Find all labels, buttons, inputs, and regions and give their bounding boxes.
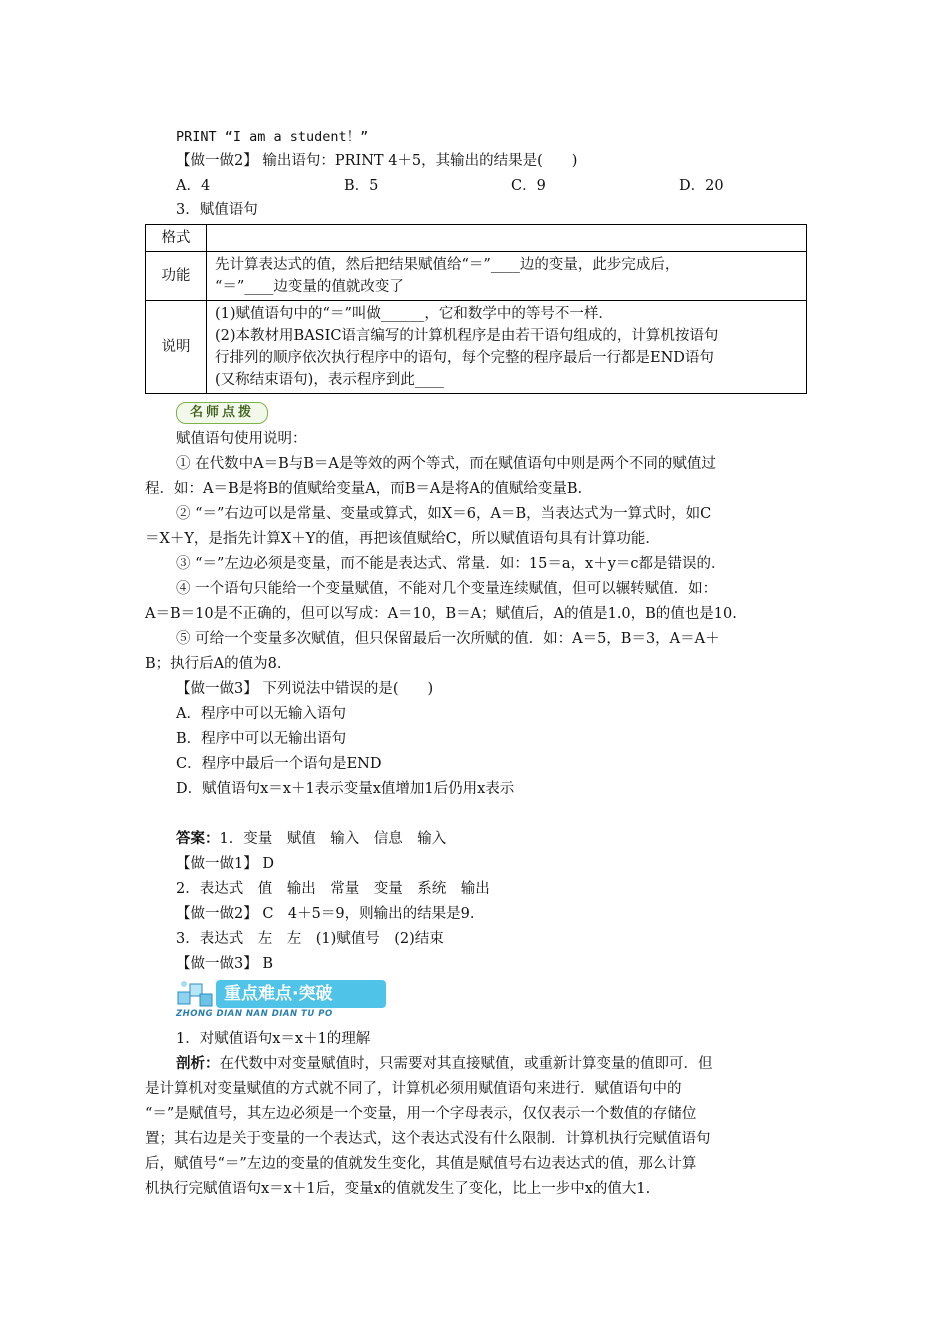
notes-line: (又称结束语句)，表示程序到此____: [215, 372, 444, 388]
tip-4-line-2: A＝B＝10是不正确的，但可以写成：A＝10，B＝A；赋值后，A的值是1.0，B的值也是10.: [145, 606, 737, 622]
table-head-format: 格式: [146, 225, 207, 252]
answers-line-6: 【做一做3】 B: [176, 956, 273, 972]
table-head-notes: 说明: [146, 301, 207, 394]
answers-line-1: [176, 828, 446, 850]
analysis-heading: 1．对赋值语句x＝x＋1的理解: [176, 1031, 371, 1047]
table-row: [146, 252, 807, 301]
analysis-line-3: “＝”是赋值号，其左边必须是一个变量，用一个字母表示，仅仅表示一个数值的存储位: [145, 1106, 697, 1122]
table-cell-function: [207, 252, 807, 301]
answers-line-3: 2．表达式 值 输出 常量 变量 系统 输出: [176, 881, 490, 897]
exercise-3-option-d: D．赋值语句x＝x＋1表示变量x值增加1后仍用x表示: [176, 781, 515, 797]
exercise-2-option-c: C．9: [511, 178, 546, 194]
function-line: 先计算表达式的值，然后把结果赋值给“＝”____边的变量，此步完成后，: [215, 257, 680, 273]
print-example: PRINT “I am a student！”: [176, 129, 369, 145]
exercise-2-option-d: D．20: [679, 178, 724, 194]
analysis-line-2: 是计算机对变量赋值的方式就不同了，计算机必须用赋值语句来进行．赋值语句中的: [145, 1081, 682, 1097]
exercise-3-option-a: A．程序中可以无输入语句: [176, 706, 346, 722]
exercise-3-option-b: B．程序中可以无输出语句: [176, 731, 347, 747]
answers-line-4: 【做一做2】 C 4＋5＝9，则输出的结果是9.: [176, 906, 475, 922]
function-line: “＝”____边变量的值就改变了: [215, 279, 404, 295]
section-3-heading: 3．赋值语句: [176, 202, 258, 218]
tip-4-line-1: ④ 一个语句只能给一个变量赋值，不能对几个变量连续赋值，但可以辗转赋值．如：: [176, 581, 718, 597]
table-row: [146, 301, 807, 394]
exercise-2-question: 【做一做2】 输出语句：PRINT 4＋5，其输出的结果是( ): [176, 153, 578, 169]
exercise-3-question: 【做一做3】 下列说法中错误的是( ): [176, 681, 434, 697]
table-head-function: 功能: [146, 252, 207, 301]
notes-line: (2)本教材用BASIC语言编写的计算机程序是由若干语句组成的，计算机按语句: [215, 328, 719, 344]
answers-line-5: 3．表达式 左 左 (1)赋值号 (2)结束: [176, 931, 444, 947]
banner-title: 重点难点·突破: [216, 980, 386, 1008]
teacher-tips-badge: 名师点拨: [176, 402, 268, 424]
banner-subtitle: ZHONG DIAN NAN DIAN TU PO: [176, 1009, 333, 1019]
exercise-2-option-a: A．4: [176, 178, 211, 194]
tip-2-line-2: ＝X＋Y，是指先计算X＋Y的值，再把该值赋给C，所以赋值语句具有计算功能．: [145, 531, 660, 547]
tip-2-line-1: ② “＝”右边可以是常量、变量或算式，如X＝6，A＝B，当表达式为一算式时，如C: [176, 506, 712, 522]
tip-3: ③ “＝”左边必须是变量，而不能是表达式、常量．如：15＝a，x＋y＝c都是错误的．: [176, 556, 726, 572]
table-cell-format: [207, 225, 807, 252]
answers-label: 答案：: [176, 830, 220, 847]
analysis-line-6: 机执行完赋值语句x＝x＋1后，变量x的值就发生了变化，比上一步中x的值大1.: [145, 1181, 651, 1197]
analysis-label: 剖析：: [176, 1055, 220, 1072]
answers-text: 1．变量 赋值 输入 信息 输入: [219, 831, 447, 847]
answers-line-2: 【做一做1】 D: [176, 856, 274, 872]
exercise-2-option-b: B．5: [344, 178, 379, 194]
notes-line: (1)赋值语句中的“＝”叫做______，它和数学中的等号不一样．: [215, 306, 613, 322]
table-row: [146, 225, 807, 252]
analysis-text: 在代数中对变量赋值时，只需要对其直接赋值，或重新计算变量的值即可．但: [219, 1056, 713, 1072]
tips-title: 赋值语句使用说明：: [176, 431, 307, 447]
tip-5-line-1: ⑤ 可给一个变量多次赋值，但只保留最后一次所赋的值．如：A＝5，B＝3，A＝A＋: [176, 631, 720, 647]
tip-1-line-2: 程．如：A＝B是将B的值赋给变量A，而B＝A是将A的值赋给变量B.: [145, 481, 583, 497]
cubes-icon: [176, 978, 216, 1010]
table-cell-notes: [207, 301, 807, 394]
analysis-line-5: 后，赋值号“＝”左边的变量的值就发生变化，其值是赋值号右边表达式的值，那么计算: [145, 1156, 697, 1172]
notes-line: 行排列的顺序依次执行程序中的语句，每个完整的程序最后一行都是END语句: [215, 350, 714, 366]
key-points-banner: [176, 978, 396, 1024]
tip-5-line-2: B；执行后A的值为8.: [145, 656, 282, 672]
analysis-line-4: 置；其右边是关于变量的一个表达式，这个表达式没有什么限制．计算机执行完赋值语句: [145, 1131, 711, 1147]
exercise-3-option-c: C．程序中最后一个语句是END: [176, 756, 382, 772]
assignment-statement-table: [145, 224, 807, 394]
analysis-line-1: [176, 1053, 713, 1075]
tip-1-line-1: ① 在代数中A＝B与B＝A是等效的两个等式，而在赋值语句中则是两个不同的赋值过: [176, 456, 716, 472]
